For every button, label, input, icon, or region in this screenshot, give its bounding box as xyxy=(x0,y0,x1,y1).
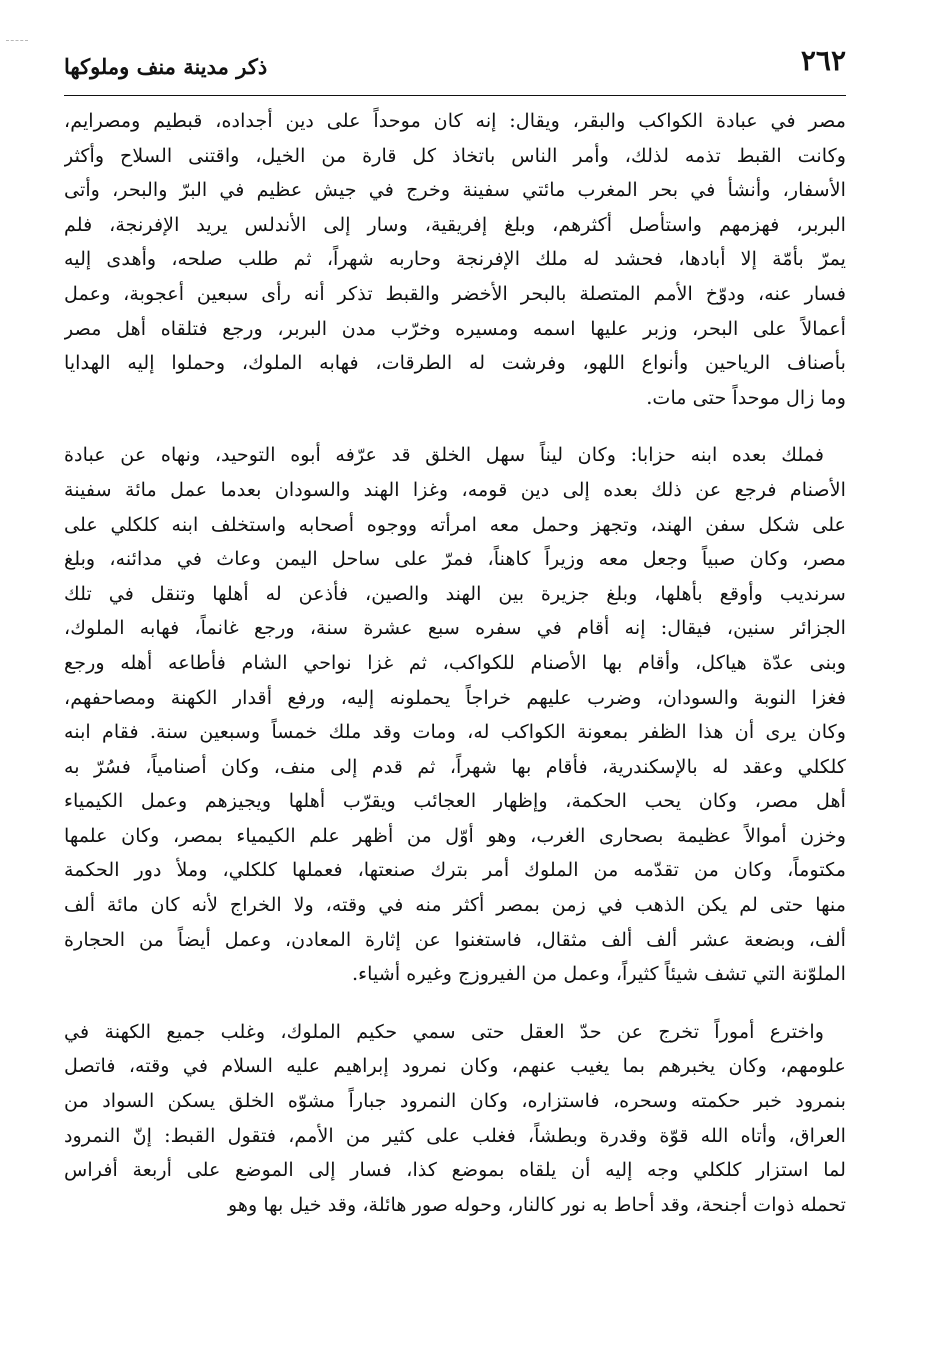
paragraph xyxy=(64,104,846,415)
text-line: الأصنام فرجع عن ذلك بعده إلى دين قومه، وغزا الهند والسودان بعدما عمل مائة سفينة xyxy=(64,477,846,501)
page-body xyxy=(64,104,846,1222)
text-line: فملك بعده ابنه حزابا: وكان ليناً سهل الخلق قد عرّفه أبوه التوحيد، ونهاه عن عبادة xyxy=(64,443,824,467)
text-line: على شكل سفن الهند، وتجهز وحمل معه امرأته ووجوه أصحابه واستخلف ابنه كلكلي على xyxy=(64,512,846,536)
header-rule xyxy=(64,95,846,96)
text-line: مصر، وكان صبياً وجعل معه وزيراً كاهناً، فمرّ على ساحل اليمن وعاث في مدائنه، وبلغ xyxy=(64,547,846,571)
text-line: كلكلي وعقد له بالإسكندرية، فأقام بها شهراً، ثم قدم إلى منف، وكان أصنامياً، فسُرّ به xyxy=(64,754,846,778)
text-line: وكانت القبط تذمه لذلك، وأمر الناس باتخاذ كل قارة من الخيل، واقتنى السلاح وأكثر xyxy=(64,143,846,167)
text-line: ألف، وبضعة عشر ألف ألف مثقال، فاستغنوا عن إثارة المعادن، وعمل أيضاً من الحجارة xyxy=(64,927,846,951)
page-number: ٢٦٢ xyxy=(800,44,846,77)
scan-margin-mark xyxy=(6,40,28,41)
text-line: العراق، وأتاه الله قوّة وقدرة وبطشاً، فغلب على كثير من الأمم، فتقول القبط: إنّ النمرود xyxy=(64,1123,846,1147)
text-line: واخترع أموراً تخرج عن حدّ العقل حتى سمي حكيم الملوك، وغلب جميع الكهنة في xyxy=(64,1019,824,1043)
paragraph xyxy=(64,1015,846,1223)
text-line: تحمله ذوات أجنحة، وقد أحاط به نور كالنار، وحوله صور هائلة، وقد خيل بها وهو xyxy=(227,1192,846,1216)
text-line: سرنديب وأوقع بأهلها، وبلغ جزيرة بين الهند والصين، فأذعن له أهلها وتنقل في تلك xyxy=(64,581,846,605)
paragraph-gap xyxy=(64,992,846,1015)
page-header xyxy=(64,40,846,88)
text-line: أهل مصر، وكان يحب الحكمة، وإظهار العجائب ويقرّب أهلها ويجيزهم وعمل الكيمياء xyxy=(64,789,846,813)
text-line: بأصناف الرياحين وأنواع اللهو، وفرشت له الطرقات، فهابه الملوك، وحملوا إليه الهدايا xyxy=(64,351,846,375)
text-line: لما استزار كلكلي وجه إليه أن يلقاه بموضع كذا، فسار إلى الموضع على أربعة أفراس xyxy=(64,1158,846,1182)
text-line: وبنى عدّة هياكل، وأقام بها الأصنام للكواكب، ثم غزا نواحي الشام فأطاعه أهله ورجع xyxy=(64,650,846,674)
paragraph-gap xyxy=(64,415,846,438)
running-title: ذكر مدينة منف وملوكها xyxy=(64,54,268,79)
text-line: منها حتى لم يكن الذهب في زمن بمصر أكثر منه في وقته، ولا الخراج لأنه كان مائة ألف xyxy=(64,893,846,917)
text-line: بنمرود خبر حكمته وسحره، فاستزاره، وكان النمرود جباراً مشوّه الخلق يسكن السواد من xyxy=(64,1089,846,1113)
text-line: مصر في عبادة الكواكب والبقر، ويقال: إنه كان موحداً على دين أجداده، قبطيم ومصرايم، xyxy=(64,109,846,132)
text-line: مكتوماً، وكان من تقدّمه من الملوك أمر بترك صنعتها، فعملها كلكلي، وملأ دور الحكمة xyxy=(64,858,846,882)
paragraph xyxy=(64,438,846,992)
text-line: الملوّنة التي تشف شيئاً كثيراً، وعمل من الفيروزج وغيره أشياء. xyxy=(352,962,846,986)
text-line: علومهم، وكان يخبرهم بما يغيب عنهم، وكان نمرود إبراهيم عليه السلام في وقته، فاتصل xyxy=(64,1054,846,1078)
text-line: وكان يرى أن هذا الظفر بمعونة الكواكب له، ومات وقد ملك خمساً وسبعين سنة. فقام ابنه xyxy=(64,720,846,744)
text-line: الجزائر سنين، فيقال: إنه أقام في سفره سبع عشرة سنة، ورجع غانماً، فهابه الملوك، xyxy=(64,616,846,640)
text-line: فسار عنه، ودوّخ الأمم المتصلة بالبحر الأخضر والقبط تذكر أنه رأى سبعين أعجوبة، وعمل xyxy=(64,281,846,305)
text-line: وخزن أموالاً عظيمة بصحارى الغرب، وهو أوّل من أظهر علم الكيمياء بمصر، وكان علمها xyxy=(64,823,846,847)
text-line: يمرّ بأمّة إلا أبادها، فحشد له ملك الإفرنجة وحاربه شهراً، ثم طلب صلحه، وأهدى إليه xyxy=(64,247,846,271)
text-line: أعمالاً على البحر، وزبر عليها اسمه ومسيره وخرّب مدن البربر، ورجع فتلقاه أهل مصر xyxy=(64,316,846,340)
text-line: فغزا النوبة والسودان، وضرب عليهم خراجاً يحملونه إليه، ورفع أقدار الكهنة ومصاحفهم، xyxy=(64,685,846,709)
text-line: الأسفار، وأنشأ في بحر المغرب مائتي سفينة وخرج في جيش عظيم في البرّ والبحر، وأتى xyxy=(64,178,846,202)
text-line: وما زال موحداً حتى مات. xyxy=(646,385,846,409)
text-line: البربر، فهزمهم واستأصل أكثرهم، وبلغ إفريقية، وسار إلى الأندلس يريد الإفرنجة، فلم xyxy=(64,212,846,236)
